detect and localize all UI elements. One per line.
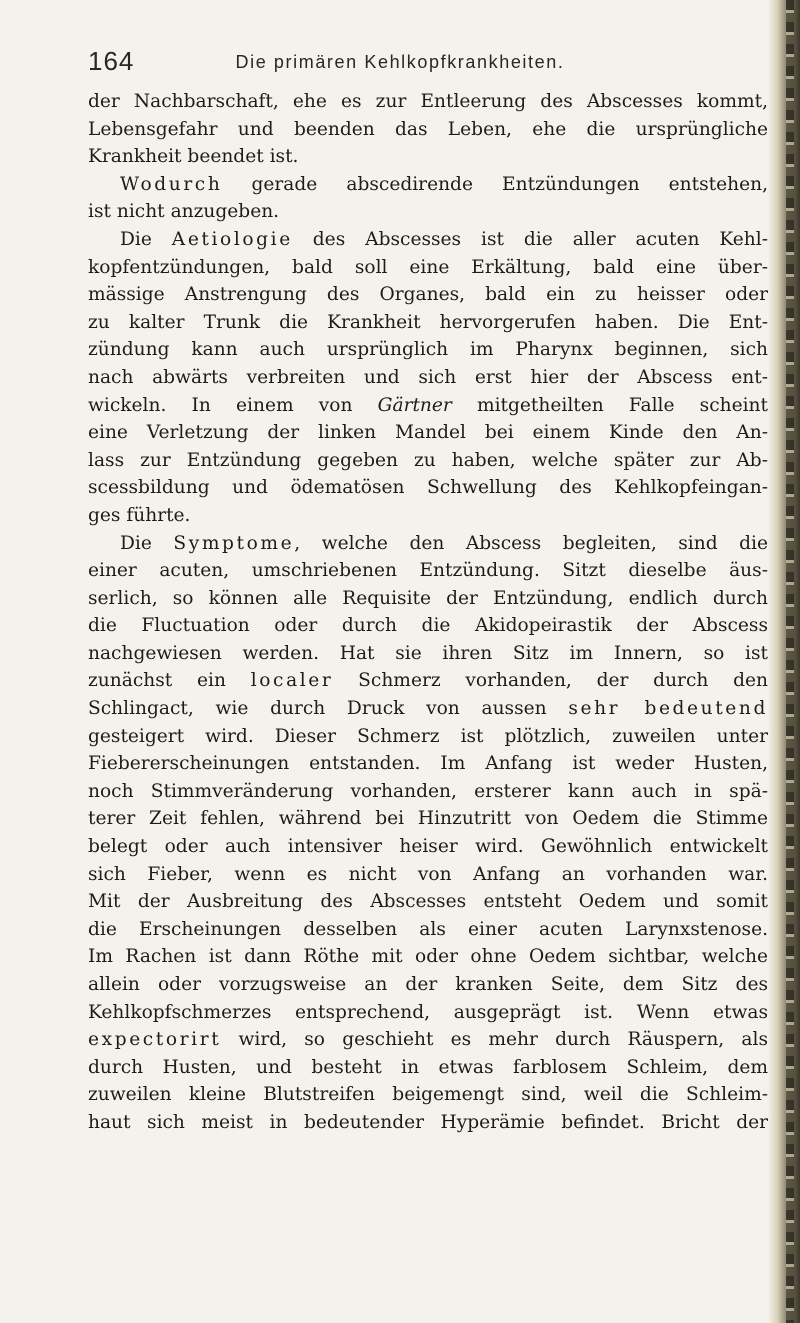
text-line: die Fluctuation oder durch die Akidopeirastik der Abscess	[88, 615, 768, 637]
text-line: der Nachbarschaft, ehe es zur Entleerung des Abscesses kommt,	[88, 91, 768, 112]
spaced-term: expectorirt	[88, 1029, 222, 1051]
text-line: Mit der Ausbreitung des Abscesses entsteht Oedem und somit	[88, 891, 768, 913]
text-line: Kehlkopfschmerzes entsprechend, ausgeprägt ist. Wenn etwas	[88, 1001, 768, 1023]
spaced-term: Aetiologie	[171, 228, 293, 250]
spaced-term: localer	[250, 670, 334, 692]
text-line: lass zur Entzündung gegeben zu haben, welche später zur Ab-	[88, 449, 768, 471]
text-line: Wodurch gerade abscedirende Entzündungen entstehen,	[120, 173, 768, 195]
text-line: serlich, so können alle Requisite der Entzündung, endlich durch	[88, 587, 768, 609]
text-line: scessbildung und ödematösen Schwellung des Kehlkopfeingan-	[88, 477, 768, 499]
text-line: expectorirt wird, so geschieht es mehr durch Räuspern, als	[88, 1029, 768, 1051]
text-line: nach abwärts verbreiten und sich erst hier der Abscess ent-	[88, 366, 768, 388]
text-line: durch Husten, und besteht in etwas farblosem Schleim, dem	[88, 1056, 768, 1078]
book-edge-strip	[786, 0, 794, 1323]
text-line: allein oder vorzugsweise an der kranken Seite, dem Sitz des	[88, 974, 768, 995]
body-text	[88, 88, 768, 1137]
text-line: zündung kann auch ursprünglich im Pharynx beginnen, sich	[88, 339, 768, 361]
spaced-term: sehr bedeutend	[568, 698, 768, 720]
text-line: Die Symptome, welche den Abscess begleiten, sind die	[120, 532, 768, 554]
text-line: Krankheit beendet ist.	[88, 146, 299, 168]
text-line: zunächst ein localer Schmerz vorhanden, der durch den	[88, 670, 768, 692]
page-header	[0, 46, 800, 82]
text-line: Die Aetiologie des Abscesses ist die aller acuten Kehl-	[120, 228, 768, 250]
text-line: mässige Anstrengung des Organes, bald ein zu heisser oder	[88, 284, 768, 306]
text-line: einer acuten, umschriebenen Entzündung. Sitzt dieselbe äus-	[88, 560, 768, 582]
text-line: wickeln. In einem von Gärtner mitgetheilten Falle scheint	[88, 394, 769, 416]
text-line: Im Rachen ist dann Röthe mit oder ohne Oedem sichtbar, welche	[88, 946, 768, 968]
text-line: ist nicht anzugeben.	[88, 201, 280, 223]
text-line: haut sich meist in bedeutender Hyperämie befindet. Bricht der	[88, 1111, 768, 1133]
running-title: Die primären Kehlkopfkrankheiten.	[235, 52, 565, 72]
spaced-term: Symptome	[173, 532, 295, 554]
text-line: noch Stimmveränderung vorhanden, ersterer kann auch in spä-	[88, 780, 768, 802]
author-name: Gärtner	[377, 394, 452, 416]
text-line: zu kalter Trunk die Krankheit hervorgerufen haben. Die Ent-	[88, 311, 768, 333]
text-line: nachgewiesen werden. Hat sie ihren Sitz im Innern, so ist	[88, 642, 768, 664]
book-edge-shadow	[768, 0, 800, 1323]
text-line: Lebensgefahr und beenden das Leben, ehe die ursprüngliche	[88, 118, 768, 140]
text-line: zuweilen kleine Blutstreifen beigemengt sind, weil die Schleim-	[88, 1084, 768, 1106]
text-line: eine Verletzung der linken Mandel bei einem Kinde den An-	[88, 422, 768, 444]
spaced-term: Wodurch	[120, 173, 223, 195]
text-line: ges führte.	[88, 504, 191, 526]
text-line: Fiebererscheinungen entstanden. Im Anfang ist weder Husten,	[88, 753, 768, 775]
text-line: die Erscheinungen desselben als einer acuten Larynxstenose.	[88, 918, 768, 940]
text-line: sich Fieber, wenn es nicht von Anfang an vorhanden war.	[88, 863, 768, 885]
text-line: Schlingact, wie durch Druck von aussen sehr bedeutend	[88, 698, 768, 720]
text-line: belegt oder auch intensiver heiser wird. Gewöhnlich entwickelt	[88, 836, 768, 858]
page-number: 164	[88, 46, 135, 76]
text-line: gesteigert wird. Dieser Schmerz ist plötzlich, zuweilen unter	[88, 725, 768, 747]
text-line: terer Zeit fehlen, während bei Hinzutritt von Oedem die Stimme	[88, 808, 768, 830]
text-line: kopfentzündungen, bald soll eine Erkältung, bald eine über-	[88, 256, 768, 278]
